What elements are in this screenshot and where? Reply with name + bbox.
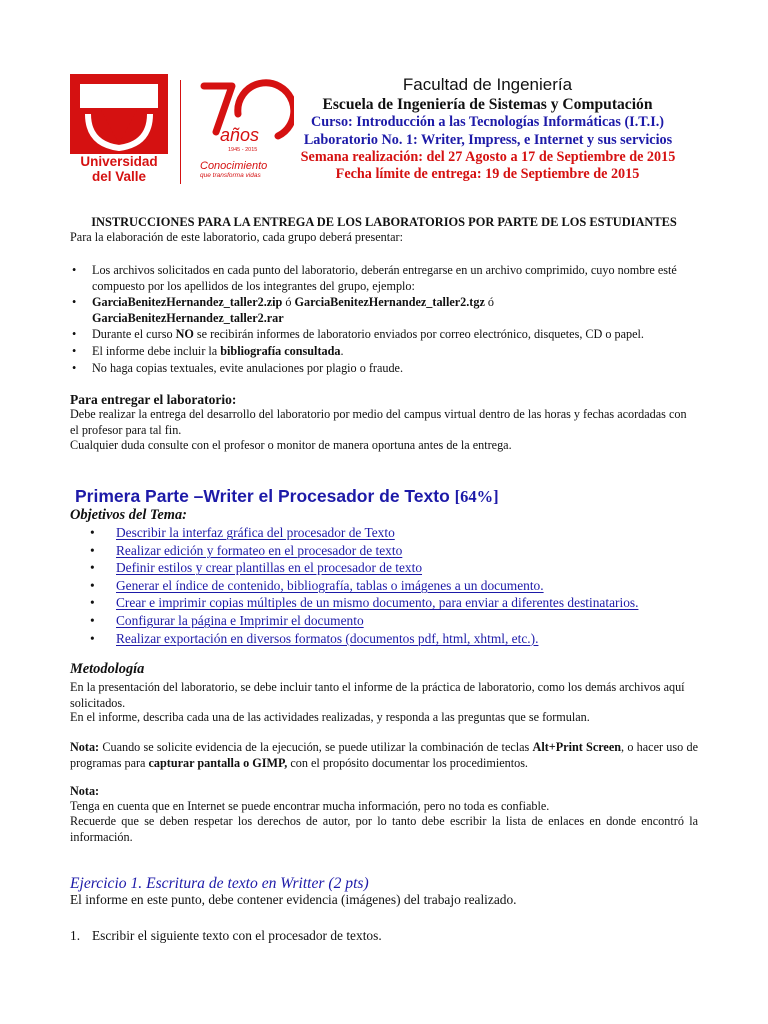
anniversary-years: 1945 - 2015 [228,147,258,153]
exercise1-step-1 [70,928,382,944]
bullet-icon: • [90,577,95,593]
part1-title-text: Primera Parte –Writer el Procesador de Texto [75,486,455,506]
bullet-icon: • [72,360,77,375]
note-text-c: con el propósito documentar los procedimientos. [287,755,528,770]
bullet-icon: • [90,560,95,576]
instruction-no-email-c: se recibirán informes de laboratorio enviados por correo electrónico, disquetes, CD o papel. [193,327,644,342]
instruction-bibliography-a: El informe debe incluir la [92,343,221,358]
bullet-icon: • [90,525,95,540]
exercise1-title: Ejercicio 1. Escritura de texto en Writter (2 pts) [70,875,369,892]
anniversary-logo [198,76,294,184]
univalle-shield-icon [70,74,168,154]
note2-line-1: Tenga en cuenta que en Internet se puede encontrar mucha información, pero no toda es confiable. [70,799,550,813]
univalle-name-line2: del Valle [91,169,147,184]
objective-item: Crear e imprimir copias múltiples de un mismo documento, para enviar a diferentes destinatarios. [116,595,639,611]
part1-title [75,486,499,507]
list-item [90,524,710,542]
filename-zip: GarciaBenitezHernandez_taller2.zip [92,295,283,310]
methodology-note [70,740,698,771]
list-item [70,344,698,360]
note2-label: Nota: [70,784,100,798]
deadline-date: Fecha límite de entrega: 19 de Septiembre de 2015 [335,166,640,182]
objective-item: Describir la interfaz gráfica del procesador de Texto [116,525,395,540]
univalle-logo [70,74,168,186]
step-number: 1. [70,928,81,943]
lab-title: Laboratorio No. 1: Writer, Impress, e Internet y sus servicios [303,132,673,148]
list-item [70,327,698,343]
instruction-no-email-a: Durante el curso [92,327,176,342]
course-title: Curso: Introducción a las Tecnologías Informáticas (I.T.I.) [310,114,664,130]
bullet-icon: • [72,263,77,277]
instruction-archive: Los archivos solicitados en cada punto del laboratorio, deberán entregarse en un archivo comprimido, cuyo nombre esté compuesto por los apellidos de los integrantes del grupo, ejemplo: [92,263,677,293]
anniversary-slogan-2: que transforma vidas [200,172,261,179]
bullet-icon: • [90,630,95,646]
bullet-icon: • [72,327,77,342]
instruction-no-copies: No haga copias textuales, evite anulaciones por plagio o fraude. [92,360,404,375]
bullet-icon: • [90,612,95,628]
methodology-text-1: En la presentación del laboratorio, se debe incluir tanto el informe de la práctica de laboratorio, como los demás archivos aquí solicitados. [70,680,685,710]
filename-rar: GarciaBenitezHernandez_taller2.rar [92,310,284,325]
faculty-title: Facultad de Ingeniería [402,75,573,94]
list-item [70,263,698,294]
instruction-bibliography-b: bibliografía consultada [220,343,341,358]
anniversary-word: años [220,125,260,145]
objective-item: Generar el índice de contenido, bibliografía, tablas o imágenes a un documento. [116,577,544,593]
note-text-b: , o hacer uso de programas para [70,740,698,770]
instruction-bibliography-c: . [340,343,344,358]
objective-item: Definir estilos y crear plantillas en el procesador de texto [116,560,423,576]
logo-divider [180,80,181,184]
step-text: Escribir el siguiente texto con el procesador de textos. [92,928,382,943]
note2-line-2: Recuerde que se deben respetar los derechos de autor, por lo tanto debe escribir la lista de enlaces en donde encontró la información. [70,814,698,844]
instruction-no-email-b: NO [175,327,194,342]
bullet-icon: • [72,343,77,358]
or-separator: ó [484,295,494,310]
objective-item: Realizar exportación en diversos formatos (documentos pdf, html, xhtml, etc.). [116,630,539,646]
note-text-a: Cuando se solicite evidencia de la ejecución, se puede utilizar la combinación de teclas [99,740,533,754]
delivery-title: Para entregar el laboratorio: [70,392,237,407]
list-item [90,630,710,648]
bullet-icon: • [72,295,77,310]
objectives-list [90,524,710,647]
bullet-icon: • [90,542,95,558]
delivery-text-2: Cualquier duda consulte con el profesor o monitor de manera oportuna antes de la entrega. [70,438,512,452]
instructions-title: INSTRUCCIONES PARA LA ENTREGA DE LOS LABORATORIOS POR PARTE DE LOS ESTUDIANTES [91,215,677,229]
week-dates: Semana realización: del 27 Agosto a 17 de Septiembre de 2015 [300,149,676,165]
methodology-text-2: En el informe, describa cada una de las actividades realizadas, y responda a las preguntas que se formulan. [70,710,590,724]
objective-item: Configurar la página e Imprimir el documento [116,612,364,628]
methodology-title: Metodología [70,661,145,677]
list-item [90,542,710,560]
instructions-intro: Para la elaboración de este laboratorio, cada grupo deberá presentar: [70,230,403,244]
list-item [70,361,698,377]
note-tools: capturar pantalla o GIMP, [148,755,288,770]
school-title: Escuela de Ingeniería de Sistemas y Computación [322,96,653,113]
instructions-list [70,263,698,376]
note-label: Nota: [70,740,100,754]
delivery-text-1: Debe realizar la entrega del desarrollo del laboratorio por medio del campus virtual dentro de las horas y fechas acordadas con el profesor para tal fin. [70,407,687,437]
univalle-name-line1: Universidad [80,154,158,169]
exercise1-text: El informe en este punto, debe contener evidencia (imágenes) del trabajo realizado. [70,892,517,907]
anniversary-slogan-1: Conocimiento [200,160,268,172]
list-item [90,594,710,612]
objectives-title: Objetivos del Tema: [70,507,187,523]
list-item [90,559,710,577]
filename-tgz: GarciaBenitezHernandez_taller2.tgz [294,295,485,310]
part1-weight: [64%] [454,487,499,506]
bullet-icon: • [90,595,95,611]
list-item [90,612,710,630]
list-item [90,577,710,595]
list-item [70,295,698,326]
note-keys: Alt+Print Screen [532,740,622,754]
or-separator: ó [282,295,295,310]
objective-item: Realizar edición y formateo en el procesador de texto [116,542,403,558]
